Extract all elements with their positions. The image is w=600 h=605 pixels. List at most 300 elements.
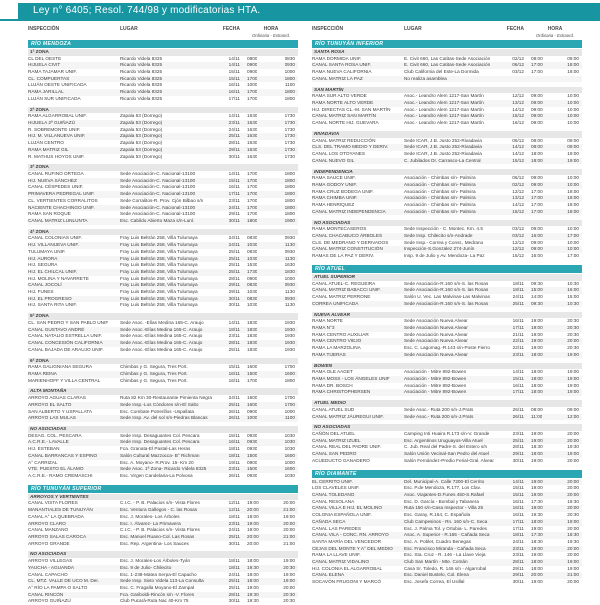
table-row	[312, 345, 582, 352]
table-row	[28, 211, 298, 218]
hora-ordinaria: 09:00	[531, 239, 543, 245]
hora-extraordinaria: 19:00	[567, 451, 579, 457]
table-row	[28, 415, 298, 422]
lugar-cell: Del. Municipal-A. Calle 7200-El Cerrito	[404, 478, 485, 484]
table-row	[28, 572, 298, 579]
table-row	[312, 287, 582, 294]
hora-extraordinaria: 10:00	[567, 175, 579, 181]
hora-ordinaria: 09:00	[531, 93, 543, 99]
hora-ordinaria: 19:00	[531, 579, 543, 584]
lugar-cell: Chimbas y G. Segura, Tres Port.	[120, 364, 188, 370]
inspeccion-cell: HIJ. VILLANUEVA UNIF.	[28, 242, 79, 248]
table-row	[312, 318, 582, 325]
hora-extraordinaria: 20:30	[567, 512, 579, 518]
hora-extraordinaria: 16:00	[567, 287, 579, 293]
lugar-cell: Ricardo Videla 8325	[120, 95, 163, 101]
hora-ordinaria: 17:30	[531, 498, 543, 504]
hora-extraordinaria: 18:00	[567, 208, 579, 214]
fecha-cell: 30/11	[228, 540, 240, 546]
table-row	[312, 431, 582, 438]
hora-ordinaria: 0900	[247, 62, 258, 68]
lugar-cell: Inspección-S.Gonzalez 274-Junín	[404, 246, 475, 252]
hora-ordinaria: 1830	[247, 319, 258, 325]
lugar-cell: Camping Inti Huaira R.173 s/n-V. Grande	[404, 431, 490, 437]
hora-extraordinaria: 21:00	[283, 507, 295, 513]
hora-extraordinaria: 10:00	[567, 113, 579, 119]
table-row	[312, 76, 582, 83]
hora-cell	[244, 76, 298, 83]
lugar-cell: Sede Asoc.-Elías Medina 165-C. Araujo	[120, 333, 203, 339]
inspeccion-cell: ARROYO EL SALTO	[28, 401, 72, 407]
hora-cell	[528, 479, 582, 486]
inspeccion-cell: CANAL MATRIZ LA PAZ	[312, 75, 363, 81]
lugar-cell: Asociación - Chimbas s/n- Palmira	[404, 195, 476, 201]
inspeccion-cell: A.C.R.E.- LAVALLE	[28, 439, 69, 445]
hora-extraordinaria: 10:00	[567, 181, 579, 187]
hora-cell	[244, 514, 298, 521]
fecha-cell: 24/11	[228, 235, 240, 241]
hora-extraordinaria: 20:00	[567, 485, 579, 491]
hora-extraordinaria: 1730	[284, 153, 295, 159]
lugar-cell: Sede Asoc.- Ruta 200 s/n-J.Prats	[404, 406, 474, 412]
hora-cell	[528, 579, 582, 586]
hora-cell	[244, 541, 298, 548]
hora-ordinaria: 1730	[247, 268, 258, 274]
table-row	[312, 552, 582, 559]
hora-ordinaria: 17:00	[531, 62, 543, 68]
fecha-cell: 16/11	[512, 505, 524, 511]
lugar-cell: Sede ICAR, J.B. Justo 252-Rivadavia	[404, 137, 482, 143]
lugar-cell: Fray Luis Beltrán 258, Villa Tulumaya	[120, 288, 198, 294]
lugar-cell: Asoc.- Leandro Alem 1217-San Martín	[404, 100, 484, 105]
lugar-cell: Sede Insp. Av. del sol s/n-Piedras Blancas	[120, 415, 208, 421]
lugar-cell: Fray Luis Beltrán 258, Villa Tulumaya	[120, 282, 198, 288]
table-row	[312, 492, 582, 499]
hora-cell	[244, 347, 298, 354]
fecha-cell: 28/11	[228, 275, 240, 281]
hora-extraordinaria: 19:00	[567, 565, 579, 571]
inspeccion-cell: RAMA LA LLAVE UNIF.	[312, 552, 361, 558]
hora-cell	[244, 333, 298, 340]
hora-cell	[244, 364, 298, 371]
inspeccion-cell: CANAL CÉSPEDES UNIF.	[28, 184, 84, 190]
hora-cell	[528, 444, 582, 451]
fecha-cell: 19/11	[228, 459, 240, 465]
lugar-cell: Club Pucará-Ruta Nac 40-Km 75	[120, 598, 189, 604]
hora-extraordinaria: 20:00	[283, 584, 295, 590]
inspeccion-cell: HIJ. AURORA	[28, 255, 58, 261]
hora-ordinaria: 19:00	[531, 457, 543, 463]
hora-cell	[244, 578, 298, 585]
inspeccion-cell: CORREA UNIFICADA	[312, 300, 359, 306]
hora-ordinaria: 1700	[247, 184, 258, 190]
fecha-cell: 29/11	[228, 211, 240, 217]
lugar-cell: Esc. C. Fragalla Moyano-El Zampal	[120, 584, 194, 590]
lugar-cell: Esc. Rep. Argentina- Los Sauces	[120, 540, 189, 546]
hora-cell	[244, 289, 298, 296]
hora-extraordinaria: 10:30	[567, 300, 579, 306]
lugar-cell: Sede Asoc.-Elías Medina 165-C. Araujo	[120, 339, 203, 345]
hora-ordinaria: 19:30	[247, 591, 259, 597]
fecha-cell: 16/11	[228, 89, 240, 95]
inspeccion-cell: RAMA MONTECASEROS	[312, 226, 367, 232]
hora-extraordinaria: 1100	[284, 415, 295, 421]
table-row	[312, 240, 582, 247]
lugar-cell: Sede Asociación-C. Nacional-13100	[120, 204, 196, 210]
table-row	[312, 414, 582, 421]
hora-extraordinaria: 1930	[284, 319, 295, 325]
lugar-cell: Asociación - Mitre 892-Bowen	[404, 375, 467, 381]
hora-ordinaria: 1630	[247, 120, 258, 126]
hora-ordinaria: 0830	[247, 235, 258, 241]
hora-extraordinaria: 1930	[284, 326, 295, 332]
hora-ordinaria: 19:00	[247, 527, 259, 533]
inspeccion-cell: ARROYO CLARO	[28, 520, 66, 526]
lugar-cell: Club Campesinos - Rn. 160 s/n-C. Seca	[404, 518, 488, 524]
fecha-cell: 02/12	[512, 55, 524, 61]
inspeccion-cell: RAMA TIJERAS	[312, 351, 346, 357]
inspeccion-cell: CL. SAN PEDRO Y SAN PABLO UNIF	[28, 319, 109, 325]
hora-extraordinaria: 1730	[284, 126, 295, 132]
table-row	[312, 376, 582, 383]
fecha-cell: 30/11	[228, 598, 240, 604]
header-hora	[528, 26, 582, 38]
inspeccion-cell: CANAL ELENA	[312, 572, 345, 578]
fecha-cell: 16/11	[512, 512, 524, 518]
inspeccion-cell: HIJ. SEGURA	[28, 262, 58, 268]
hora-extraordinaria: 17:00	[567, 253, 579, 258]
lugar-cell: Fray Luis Beltrán 258, Villa Tulumaya	[120, 268, 198, 274]
inspeccion-cell: ARROYO GRANDE	[28, 540, 70, 546]
hora-cell	[528, 539, 582, 546]
inspeccion-cell: CANAL A° LA QUEBRADA	[28, 513, 84, 519]
hora-cell	[244, 507, 298, 514]
title-rule	[0, 19, 600, 21]
inspeccion-cell: RAMAS DE LA PAZ Y DERIV.	[312, 253, 375, 258]
inspeccion-cell: ARROYO VILLEGAS	[28, 558, 73, 564]
hora-extraordinaria: 20:00	[567, 431, 579, 437]
hora-ordinaria: 1000	[247, 415, 258, 421]
fecha-cell: 14/11	[228, 55, 240, 61]
inspeccion-cell: HIJ. MOLINA Y NAVARRETE	[28, 275, 89, 281]
inspeccion-cell: A° CARRIZAL	[28, 459, 58, 465]
inspeccion-cell: CANAL ATUEL-C. REGUEIRA	[312, 280, 376, 286]
table-row	[28, 154, 298, 161]
table-row	[312, 113, 582, 120]
hora-extraordinaria: 1800	[284, 95, 295, 101]
hora-ordinaria: 1500	[247, 452, 258, 458]
lugar-cell: Sede Asoc.-Elías Medina 165-C. Araujo	[120, 346, 203, 352]
hora-extraordinaria: 19:30	[567, 538, 579, 544]
fecha-cell: 16/11	[512, 498, 524, 504]
hora-extraordinaria: 18:00	[567, 195, 579, 201]
lugar-cell: Fray Luis Beltrán 258, Villa Tulumaya	[120, 295, 198, 301]
hora-cell	[244, 218, 298, 225]
lugar-cell: Asociación - Chimbas s/n- Palmira	[404, 188, 476, 194]
hora-extraordinaria: 20:30	[567, 318, 579, 324]
hora-cell	[244, 69, 298, 76]
fecha-cell: 12/12	[512, 246, 524, 252]
hora-cell	[528, 572, 582, 579]
hora-cell	[528, 458, 582, 465]
section-subheader: ATUEL MEDIO	[312, 400, 582, 407]
fecha-cell: 25/11	[228, 255, 240, 261]
hora-cell	[244, 572, 298, 579]
hora-extraordinaria: 1800	[284, 197, 295, 203]
fecha-cell: 25/11	[228, 578, 240, 584]
fecha-cell: 28/11	[228, 339, 240, 345]
lugar-cell: Esc. Cabildo Abierto Maza s/n-Lunl.	[120, 217, 195, 223]
hora-ordinaria: 1830	[247, 326, 258, 332]
inspeccion-cell: CANAL MATRIZ IZUEL	[312, 437, 361, 443]
hora-extraordinaria: 21:00	[283, 540, 295, 546]
lugar-cell: Esc. Combate Potrerillos -Uspallata	[120, 408, 194, 414]
river-section-band: RÍO DIAMANTE	[312, 470, 582, 478]
hora-extraordinaria: 20:30	[567, 324, 579, 330]
hora-extraordinaria: 17:00	[567, 232, 579, 238]
fecha-cell: 12/11	[228, 500, 240, 506]
section-subheader: INDEPENDENCIA	[312, 169, 582, 176]
river-section-band: RÍO ATUEL	[312, 265, 582, 273]
lugar-cell: Chimbas y G. Segura, Tres Port.	[120, 377, 188, 383]
lugar-cell: E. Civit 660, Las Catitas-Sede Asociación	[404, 62, 491, 68]
header-hora-label: HORA	[547, 26, 563, 32]
inspeccion-cell: CANAL VILA - CONC. RN. ARROYO	[312, 532, 389, 538]
hora-cell	[528, 93, 582, 100]
hora-cell	[244, 371, 298, 378]
lugar-cell: Salón U. Vec. Las Malvinas-Las Malvinas	[404, 293, 490, 299]
inspeccion-cell: CANAL TOLEDANO	[312, 492, 355, 498]
lugar-cell: Zapala 53 (Dorrego)	[120, 120, 163, 126]
hora-ordinaria: 1830	[247, 339, 258, 345]
table-row	[28, 76, 298, 83]
inspeccion-cell: RAMA CHIMBA UNIF.	[312, 195, 358, 201]
inspeccion-cell: RAMA SAN ROQUE	[28, 211, 71, 217]
header-fecha: FECHA	[506, 26, 524, 32]
fecha-cell: 16/11	[228, 377, 240, 383]
hora-ordinaria: 0830	[247, 295, 258, 301]
fecha-cell: 12/11	[228, 507, 240, 513]
hora-cell	[244, 340, 298, 347]
fecha-cell: 15/12	[512, 113, 524, 119]
lugar-cell: Asoc.- Leandro Alem 1217-San Martín	[404, 120, 484, 126]
hora-ordinaria: 1530	[247, 262, 258, 268]
lugar-cell: Sede Insp. Desaguantes Col. Pescara	[120, 439, 200, 445]
fecha-cell: 28/11	[228, 591, 240, 597]
fecha-cell: 15/11	[228, 69, 240, 75]
lugar-cell: Esc. Daniel Bustelo, Col. Elena	[404, 572, 469, 578]
table-row	[312, 69, 582, 76]
inspeccion-cell: CANAL MATRIZ LUNLUNTA	[28, 217, 88, 223]
inspeccion-cell: CANAL NORTE HIJ. GUEVARA	[312, 120, 379, 126]
hora-cell	[244, 327, 298, 334]
hora-extraordinaria: 1800	[284, 377, 295, 383]
hora-extraordinaria: 1600	[284, 452, 295, 458]
inspeccion-cell: CANAL CHACABUCO ÁRBOLES	[312, 232, 383, 238]
table-row	[312, 505, 582, 512]
hora-cell	[244, 592, 298, 599]
hora-cell	[528, 202, 582, 209]
lugar-cell: Sede ICAR, J.B. Justo 252-Rivadavia	[404, 151, 482, 156]
lugar-cell: Club California del Este-La Dormida	[404, 69, 479, 75]
lugar-cell: Asociación - Chimbas s/n- Palmira	[404, 202, 476, 207]
inspeccion-cell: TULUMAYA UNIF.	[28, 248, 66, 254]
section-subheader: SANTA ROSA	[312, 49, 582, 56]
table-row	[28, 133, 298, 140]
table-row	[312, 338, 582, 345]
hora-cell	[244, 127, 298, 134]
table-row	[312, 407, 582, 414]
hora-cell	[528, 512, 582, 519]
inspeccion-cell: CANAL CONCESIÓN CALIFORNIA	[28, 339, 103, 345]
hora-extraordinaria: 1000	[284, 69, 295, 75]
hora-extraordinaria: 1030	[284, 446, 295, 452]
hora-extraordinaria: 1000	[284, 275, 295, 281]
hora-ordinaria: 1630	[247, 113, 258, 119]
page-title: Ley n° 6405; Resol. 744/98 y modificatorias HTA.	[18, 3, 600, 19]
fecha-cell: 15/12	[512, 253, 524, 258]
lugar-cell: Fray Luis Beltrán 258, Villa Tulumaya	[120, 262, 198, 268]
lugar-cell: Sede Inspección - C. Montec. Km. 4.5	[404, 226, 483, 232]
table-row	[312, 120, 582, 127]
lugar-cell: Esc. J. Palma Tol. y Ortubia- L. Paredes	[404, 525, 488, 531]
inspeccion-cell: A° RÍO LA PAMPA O SALTO	[28, 584, 88, 590]
hora-ordinaria: 18:00	[531, 382, 543, 388]
inspeccion-cell: CANAL VISTA FLORES	[28, 500, 78, 506]
inspeccion-cell: ACUEDUCTO GANADERO	[312, 457, 370, 463]
inspeccion-cell: HIJ. NUEVA SÁNCHEZ	[28, 177, 77, 183]
inspeccion-cell: CANAL MATRIZ BABACCI UNIF.	[312, 287, 381, 293]
hora-cell	[528, 120, 582, 127]
hora-cell	[528, 414, 582, 421]
fecha-cell: 23/11	[228, 466, 240, 472]
table-row	[28, 534, 298, 541]
hora-ordinaria: 09:00	[531, 100, 543, 105]
fecha-cell: 14/11	[228, 113, 240, 119]
lugar-cell: Esc. Manuel Ruano-Col. Las Rosas	[120, 533, 195, 539]
hora-ordinaria: 1700	[247, 197, 258, 203]
table-row	[28, 565, 298, 572]
hora-cell	[528, 233, 582, 240]
hora-extraordinaria: 09:00	[567, 406, 579, 412]
hora-extraordinaria: 20:00	[283, 500, 295, 506]
fecha-cell: 18/11	[512, 287, 524, 293]
hora-extraordinaria: 15:00	[567, 293, 579, 299]
hora-ordinaria: 19:00	[247, 520, 259, 526]
lugar-cell: Salón Unión Vecinal-San Pedro del Atuel	[404, 451, 489, 457]
section-subheader: ATUEL SUPERIOR	[312, 274, 582, 281]
lugar-cell: Esc. 1-238-Matea Serpa-El Capacho	[120, 571, 197, 577]
lugar-cell: Fray Luis Beltrán 258, Villa Tulumaya	[120, 235, 198, 241]
inspeccion-cell: CL. MTZ. VALLE DE UCO M. Der.	[28, 578, 100, 584]
table-row	[312, 202, 582, 209]
fecha-cell: 23/11	[228, 197, 240, 203]
inspeccion-cell: CANAL RUFINO ORTEGA	[28, 171, 84, 177]
hora-extraordinaria: 09:00	[567, 55, 579, 61]
inspeccion-cell: RAMA N°3	[312, 324, 335, 330]
lugar-cell: Ricardo Videla 8325	[120, 55, 163, 61]
inspeccion-cell: CL. VERTIENTES CORRALITOS	[28, 197, 98, 203]
hora-ordinaria: 1830	[247, 333, 258, 339]
inspeccion-cell: NACIENTE CHACHINGO UNIF.	[28, 204, 95, 210]
fecha-cell: 16/11	[228, 439, 240, 445]
lugar-cell: Sede Insp. Desaguantes Col. Pescara	[120, 432, 200, 438]
header-inspeccion: INSPECCIÓN	[28, 26, 60, 32]
hora-extraordinaria: 10:00	[567, 106, 579, 112]
inspeccion-cell: CANAL SAN PEDRO	[312, 451, 357, 457]
lugar-cell: Asociación - Mitre 892-Bowen	[404, 382, 467, 388]
table-row	[28, 466, 298, 473]
lugar-cell: Fray Luis Beltrán 258, Villa Tulumaya	[120, 242, 198, 248]
inspeccion-cell: HIJ. COLONIA EL ALGARROBAL	[312, 565, 383, 571]
inspeccion-cell: RAMA CENTRO AUXILIAR	[312, 331, 369, 337]
fecha-cell: 29/11	[512, 572, 524, 578]
inspeccion-cell: RAMA NUEVA CALIFORNIA	[312, 69, 372, 75]
hora-cell	[244, 269, 298, 276]
table-row	[28, 333, 298, 340]
hora-ordinaria: 1030	[247, 242, 258, 248]
lugar-cell: Esc. D. García - Bombal y Tabanera	[404, 498, 479, 504]
table-row	[28, 507, 298, 514]
fecha-cell: 17/11	[512, 389, 524, 395]
hora-extraordinaria: 0930	[284, 248, 295, 254]
hora-extraordinaria: 1000	[284, 459, 295, 465]
hora-extraordinaria: 18:30	[567, 498, 579, 504]
lugar-cell: E. Civit 660, Las Catitas-Sede Asociación	[404, 55, 491, 61]
lugar-cell: Sede Asociación Nueva Alvear	[404, 351, 468, 357]
fecha-cell: 22/11	[512, 338, 524, 344]
fecha-cell: 25/11	[228, 584, 240, 590]
hora-ordinaria: 19:00	[531, 492, 543, 498]
inspeccion-cell: CANAL MATRIZ REDUCCIÓN	[312, 137, 376, 143]
hora-extraordinaria: 1630	[284, 262, 295, 268]
fecha-cell: 23/11	[512, 351, 524, 357]
hora-cell	[244, 211, 298, 218]
fecha-cell: 24/11	[228, 242, 240, 248]
hora-cell	[528, 338, 582, 345]
hora-cell	[244, 446, 298, 453]
table-row	[312, 56, 582, 63]
section-subheader: NO ASOCIADAS	[312, 424, 582, 431]
inspeccion-cell: CANAL MATRIZ PERRONE	[312, 293, 371, 299]
lugar-cell: Asoc.- Leandro Alem 1217-San Martín	[404, 106, 484, 112]
inspeccion-cell: RAMA CRUZ BODEGA UNIF.	[312, 188, 374, 194]
hora-extraordinaria: 1130	[284, 242, 295, 248]
hora-extraordinaria: 20:00	[567, 505, 579, 511]
hora-ordinaria: 0900	[247, 275, 258, 281]
hora-cell	[528, 532, 582, 539]
table-row	[28, 205, 298, 212]
table-row	[28, 364, 298, 371]
lugar-cell: Esc. J. Morales-Los Árboles-Tyán	[120, 558, 191, 564]
hora-ordinaria: 1700	[247, 177, 258, 183]
hora-ordinaria: 09:30	[531, 300, 543, 306]
hora-extraordinaria: 12:00	[567, 413, 579, 419]
fecha-cell: 17/11	[512, 518, 524, 524]
inspeccion-cell: CANAL JOCOLÍ	[28, 282, 62, 288]
lugar-cell: Esc. Ventura Gallegos - C. las Rosas	[120, 507, 198, 513]
hora-ordinaria: 1030	[247, 288, 258, 294]
hora-cell	[244, 140, 298, 147]
fecha-cell: 25/11	[228, 268, 240, 274]
lugar-cell: Ricardo Videla 8325	[120, 82, 163, 88]
fecha-cell: 16/11	[512, 318, 524, 324]
hora-cell	[528, 519, 582, 526]
hora-ordinaria: 19:00	[531, 478, 543, 484]
lugar-cell: Ruta 82 Km 30-Restaurante Pimienta Negra	[120, 395, 212, 401]
lugar-cell: C. Jub. Real del Padre-S. del Estero s/n	[404, 444, 488, 450]
lugar-cell: Sede Asociación Nueva Alvear	[404, 318, 468, 324]
